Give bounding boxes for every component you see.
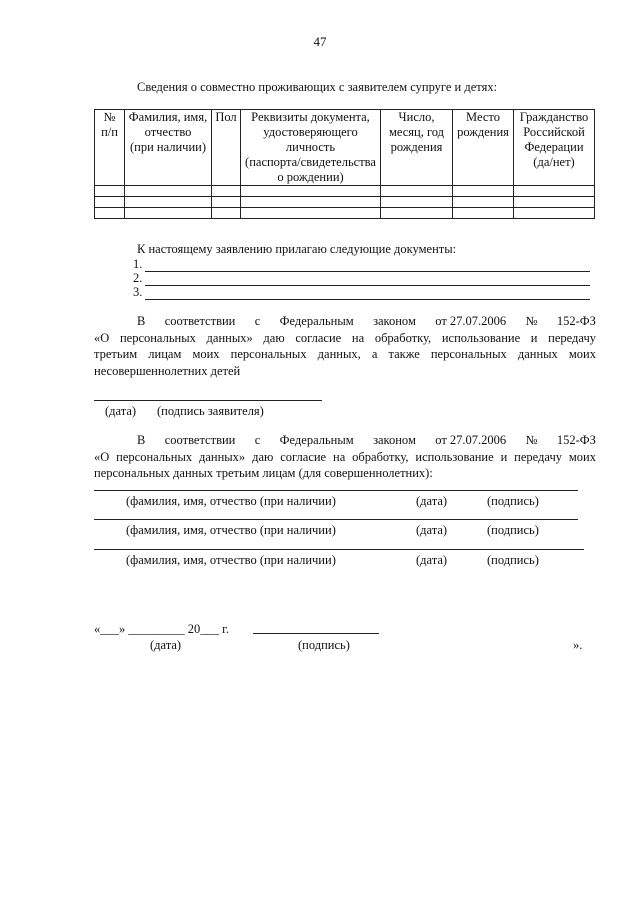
header-sex: Пол [212, 110, 241, 186]
adult-date-label: (дата) [416, 494, 448, 508]
document-line-2[interactable] [133, 271, 590, 286]
family-members-table [94, 109, 595, 219]
adult-sign-label: (подпись) [487, 523, 539, 537]
adult-signature-line-3[interactable] [94, 549, 584, 550]
document-line-1[interactable] [133, 257, 590, 272]
adult-sign-label: (подпись) [487, 553, 539, 567]
adult-sign-label: (подпись) [487, 494, 539, 508]
header-number: № п/п [95, 110, 125, 186]
footer-sign-label: (подпись) [298, 638, 350, 652]
adult-date-label: (дата) [416, 553, 448, 567]
adult-signature-line-1[interactable] [94, 490, 578, 491]
consent1-sign-label: (подпись заявителя) [157, 404, 264, 418]
consent2-line1: В соответствии с Федеральным законом от 27.07.2006 № 152-ФЗ [137, 433, 596, 447]
table-row [95, 208, 595, 219]
closing-quote: ». [573, 638, 583, 652]
adult-signature-line-2[interactable] [94, 519, 578, 520]
header-citizenship: Гражданство Российской Федерации (да/нет) [514, 110, 595, 186]
table-row [95, 186, 595, 197]
header-fullname: Фамилия, имя, отчество (при наличии) [125, 110, 212, 186]
page-number: 47 [313, 34, 327, 49]
header-birth-place: Место рождения [453, 110, 514, 186]
footer-signature-line[interactable] [253, 633, 379, 634]
adult-name-label: (фамилия, имя, отчество (при наличии) [126, 553, 336, 567]
footer-date-line[interactable]: «___» _________ 20___ г. [94, 622, 229, 636]
document-number: 2. [133, 271, 143, 285]
consent1-signature-line[interactable] [94, 400, 322, 401]
header-id-document: Реквизиты документа, удостоверяющего личность (паспорта/свидетельства о рождении) [241, 110, 381, 186]
adult-name-label: (фамилия, имя, отчество (при наличии) [126, 523, 336, 537]
table-row [95, 197, 595, 208]
adult-date-label: (дата) [416, 523, 448, 537]
documents-title: К настоящему заявлению прилагаю следующие документы: [137, 242, 457, 256]
table-heading: Сведения о совместно проживающих с заявителем супруге и детях: [137, 80, 498, 94]
header-birth-date: Число, месяц, год рождения [381, 110, 453, 186]
adult-name-label: (фамилия, имя, отчество (при наличии) [126, 494, 336, 508]
consent1-date-label: (дата) [105, 404, 137, 418]
consent1-line1: В соответствии с Федеральным законом от 27.07.2006 № 152-ФЗ [137, 314, 596, 328]
document-line-3[interactable] [133, 285, 590, 300]
document-number: 3. [133, 285, 143, 299]
consent-paragraph-2: В соответствии с Федеральным законом от 27.07.2006 № 152-ФЗ «О персональных данных» даю согласие на обработку, использование и передачу моих персональных данных третьим лицам (для совершеннолетних): [94, 433, 596, 480]
document-number: 1. [133, 257, 143, 271]
footer-date-label: (дата) [150, 638, 182, 652]
consent-paragraph-1: В соответствии с Федеральным законом от 27.07.2006 № 152-ФЗ «О персональных данных» даю согласие на обработку, использование и передачу третьим лицам моих персональных данных, а также персональных данных моих несовершеннолетних детей [94, 314, 596, 378]
table-header-row [95, 110, 595, 186]
